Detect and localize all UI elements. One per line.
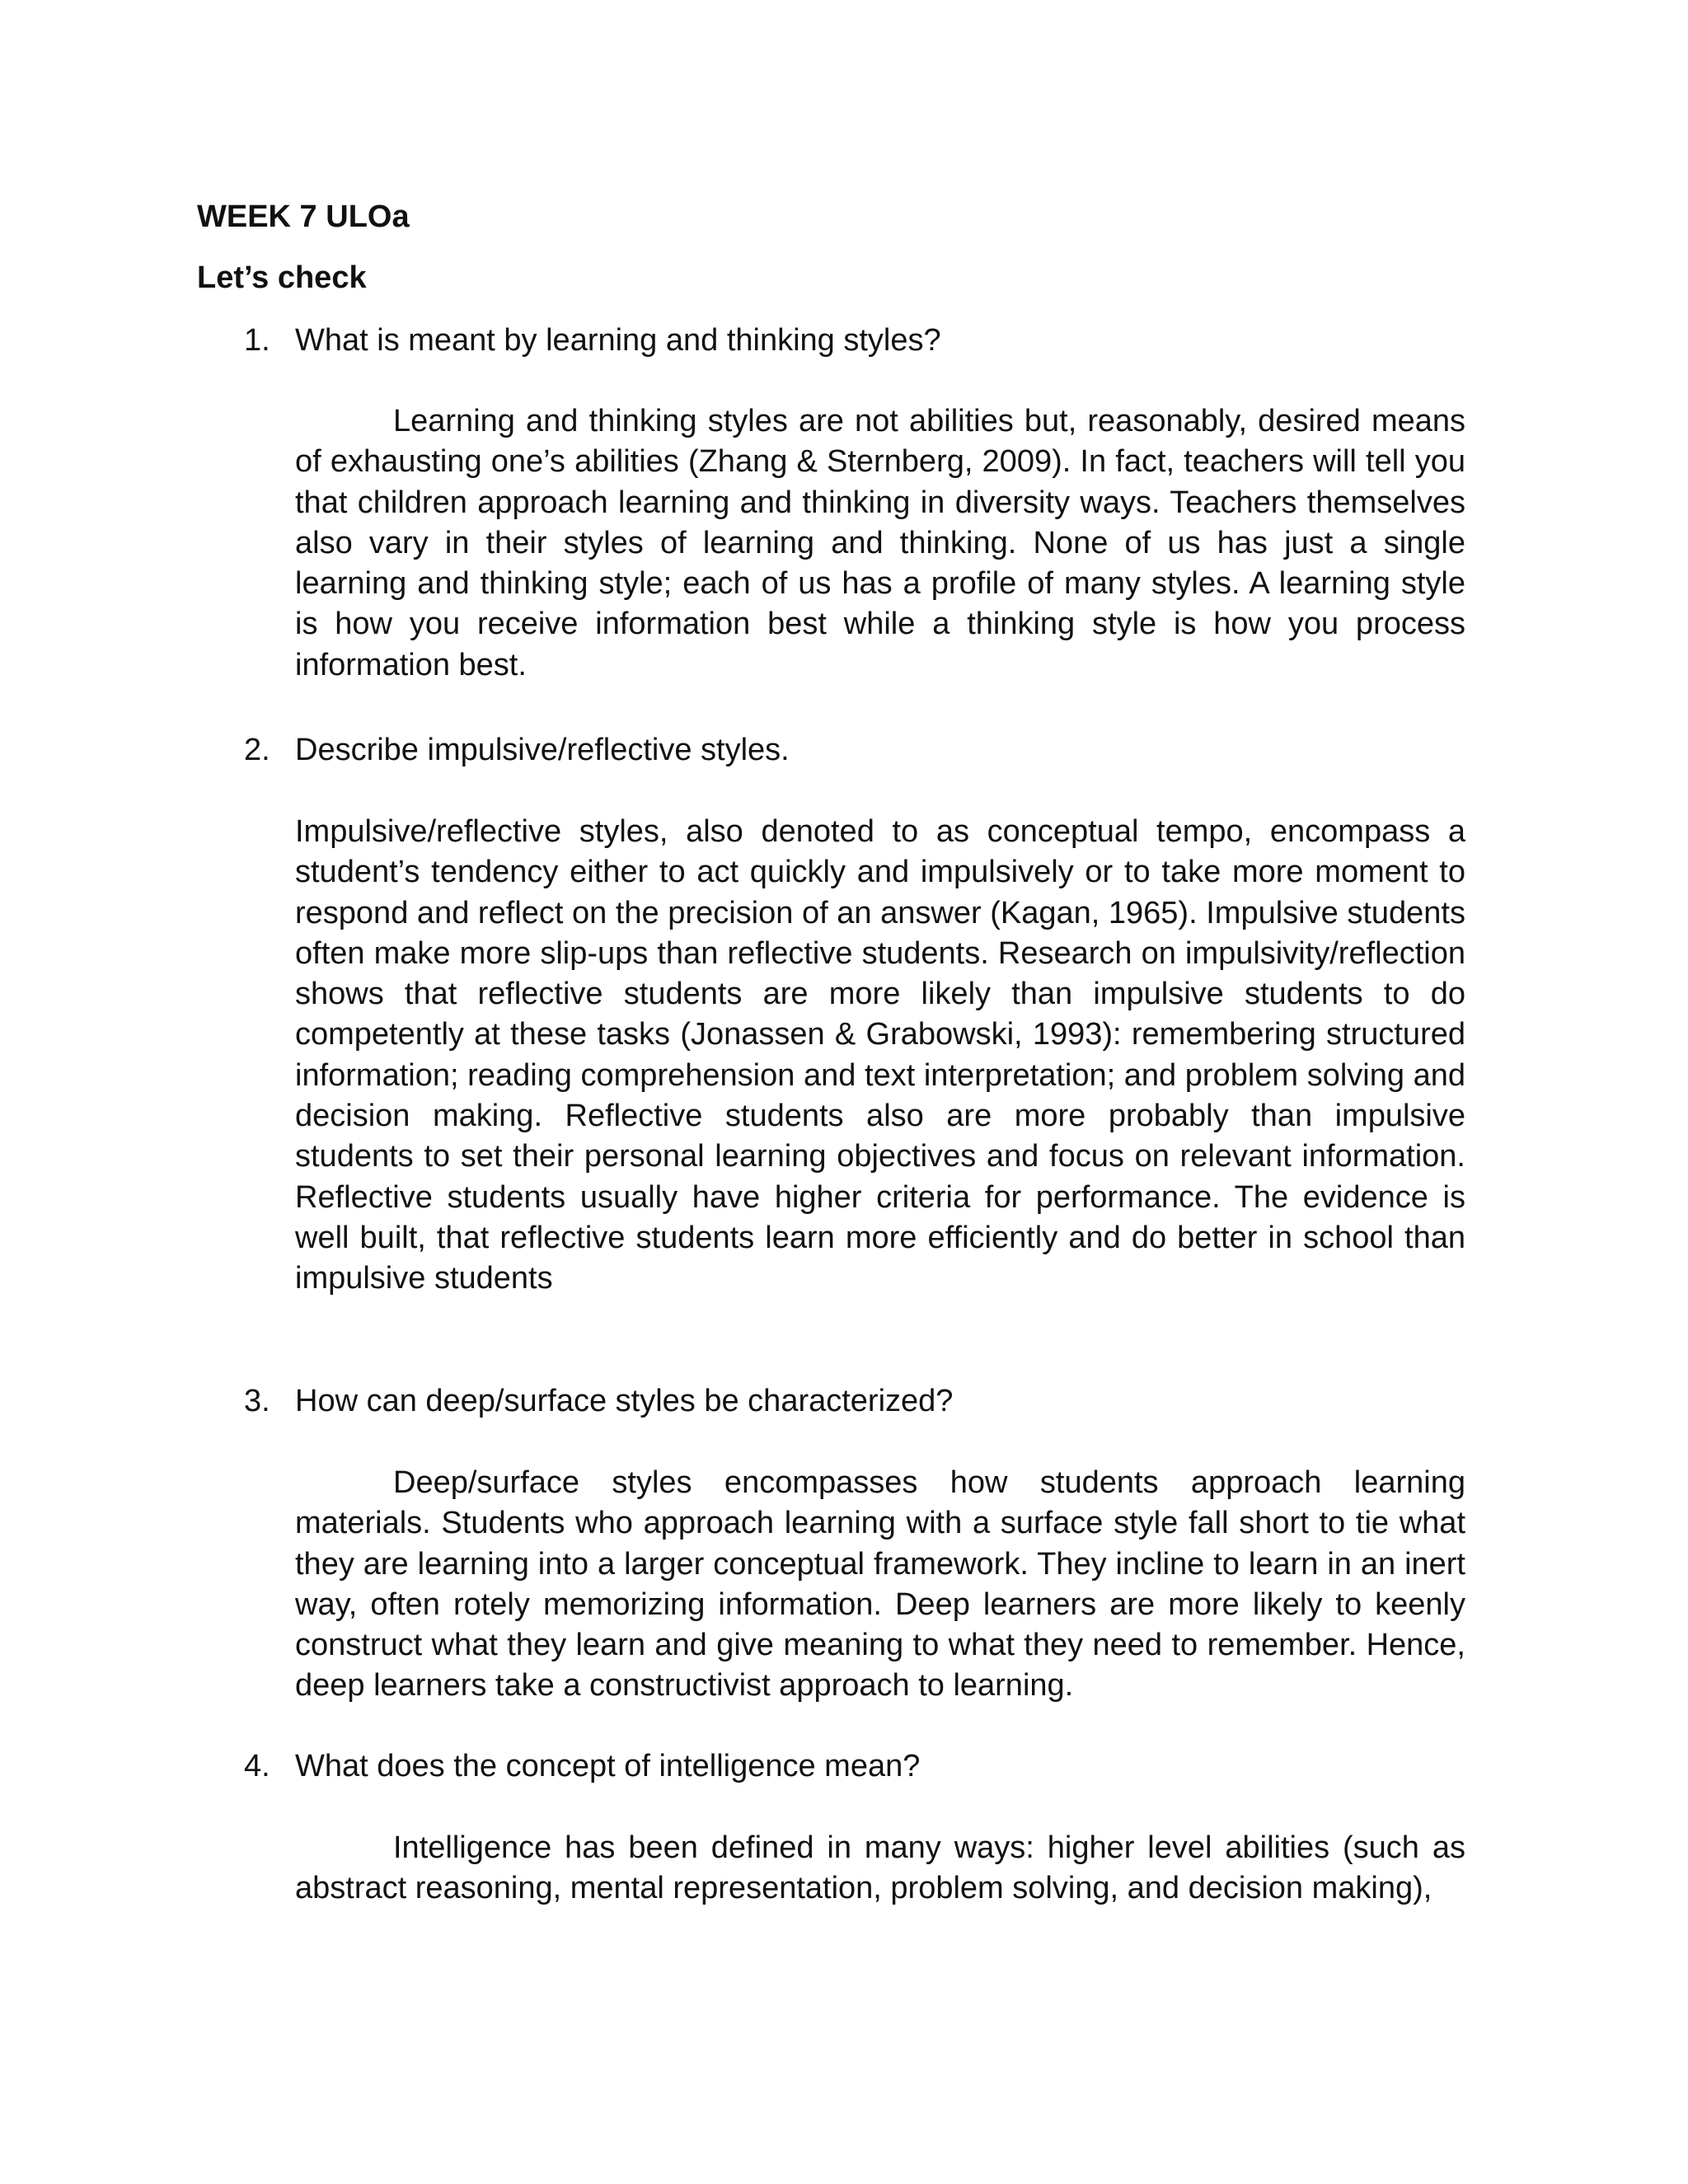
answer-paragraph: Intelligence has been defined in many ways: higher level abilities (such as abstract reasoning, mental representation, problem solving, and decision making), [295,1830,1465,1906]
week-title: WEEK 7 ULOa [197,199,410,234]
answer-paragraph: Deep/surface styles encompasses how students approach learning materials. Students who approach learning with a surface style fall short to tie what they are learning into a larger conceptual framework. They incline to learn in an inert way, often rotely memorizing information. Deep learners are more likely to keenly construct what they learn and give meaning to what they need to remember. Hence, deep learners take a constructivist approach to learning. [295,1465,1465,1704]
question-text: How can deep/surface styles be characterized? [295,1384,954,1418]
answer-paragraph: Impulsive/reflective styles, also denoted to as conceptual tempo, encompass a student’s tendency either to act quickly and impulsively or to take more moment to respond and reflect on the precision of an answer (Kagan, 1965). Impulsive students often make more slip-ups than reflective students. Research on impulsivity/reflection shows that reflective students are more likely than impulsive students to do competently at these tasks (Jonassen & Grabowski, 1993): remembering structured information; reading comprehension and text interpretation; and problem solving and decision making. Reflective students also are more probably than impulsive students to set their personal learning objectives and focus on relevant information. Reflective students usually have higher criteria for performance. The evidence is well built, that reflective students learn more efficiently and do better in school than impulsive students [295,814,1465,1296]
question-number: 4. [244,1749,270,1783]
question-number: 3. [244,1384,270,1418]
question-text: Describe impulsive/reflective styles. [295,733,790,767]
section-title: Let’s check [197,260,367,295]
question-number: 2. [244,733,270,767]
question-number: 1. [244,323,270,358]
answer-paragraph: Learning and thinking styles are not abilities but, reasonably, desired means of exhausting one’s abilities (Zhang & Sternberg, 2009). In fact, teachers will tell you that children approach learning and thinking in diversity ways. Teachers themselves also vary in their styles of learning and thinking. None of us has just a single learning and thinking style; each of us has a profile of many styles. A learning style is how you receive information best while a thinking style is how you process information best. [295,404,1465,682]
question-text: What is meant by learning and thinking styles? [295,323,941,358]
question-text: What does the concept of intelligence mean? [295,1749,921,1783]
